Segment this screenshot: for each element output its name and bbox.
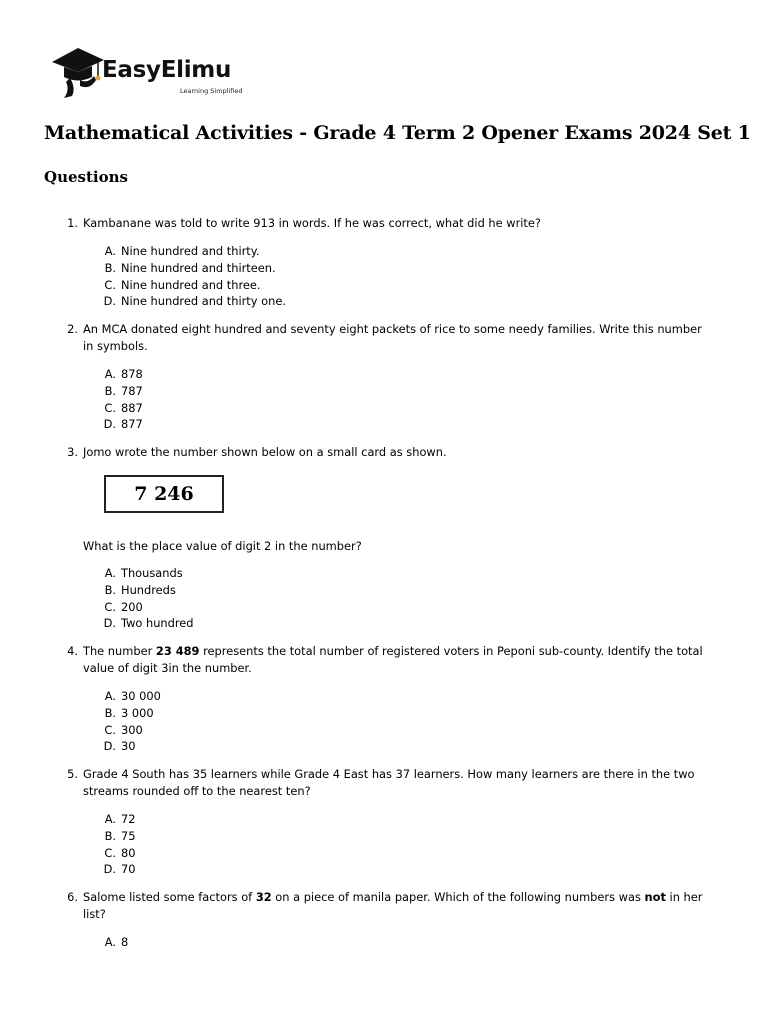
question-2-options [0, 366, 768, 433]
graduation-cap-icon [50, 44, 110, 100]
question-number: 6. [67, 890, 78, 904]
option-b: B. 75 [104, 828, 136, 843]
option-c: C. 887 [104, 400, 143, 415]
question-stem: Jomo wrote the number shown below on a small card as shown. [83, 445, 447, 459]
option-d: D. 70 [103, 862, 136, 877]
question-5-options [0, 811, 768, 878]
option-a: A. 30 000 [104, 689, 161, 703]
option-c: C. 80 [104, 845, 136, 860]
question-stem: Kambanane was told to write 913 in words. If he was correct, what did he write? [83, 216, 541, 230]
option-a: A. 878 [104, 367, 143, 381]
question-number: 3. [67, 445, 78, 459]
option-b: B. Hundreds [104, 582, 176, 597]
option-c: C. 300 [104, 722, 143, 737]
brand-logo [50, 44, 250, 100]
question-3-options [0, 565, 768, 632]
option-a: A. 72 [104, 812, 136, 826]
question-stem: Grade 4 South has 35 learners while Grade 4 East has 37 learners. How many learners are there in the two streams rounded off to the nearest ten? [83, 767, 695, 798]
option-c: C. Nine hundred and three. [104, 277, 261, 292]
option-b: B. Nine hundred and thirteen. [104, 260, 276, 275]
option-b: B. 3 000 [104, 705, 154, 720]
section-heading: Questions [44, 168, 128, 186]
option-a: A. 8 [104, 935, 129, 949]
question-6-options [0, 934, 768, 951]
option-a: A. Thousands [104, 566, 183, 580]
document-title: Mathematical Activities - Grade 4 Term 2 Opener Exams 2024 Set 1 [44, 122, 751, 144]
question-4-options [0, 688, 768, 755]
option-b: B. 787 [104, 383, 143, 398]
option-a: A. Nine hundred and thirty. [104, 244, 260, 258]
question-stem: An MCA donated eight hundred and seventy eight packets of rice to some needy families. Write this number in symbols. [83, 322, 702, 353]
question-number: 4. [67, 644, 78, 658]
brand-tagline: Learning Simplified [180, 87, 243, 95]
option-c: C. 200 [104, 599, 143, 614]
question-followup: What is the place value of digit 2 in the number? [83, 539, 362, 553]
option-d: D. 877 [103, 417, 143, 432]
question-stem: The number 23 489 represents the total number of registered voters in Peponi sub-county. Identify the total value of digit 3in the number. [83, 644, 703, 675]
option-d: D. Nine hundred and thirty one. [103, 294, 286, 309]
number-card: 7 246 [104, 475, 224, 513]
question-stem: Salome listed some factors of 32 on a piece of manila paper. Which of the following numbers was not in her list? [83, 890, 703, 921]
brand-name: EasyElimu [102, 57, 232, 83]
question-number: 5. [67, 767, 78, 781]
option-d: D. Two hundred [103, 616, 194, 631]
question-1-options [0, 243, 768, 310]
question-number: 2. [67, 322, 78, 336]
option-d: D. 30 [103, 739, 136, 754]
question-number: 1. [67, 216, 78, 230]
